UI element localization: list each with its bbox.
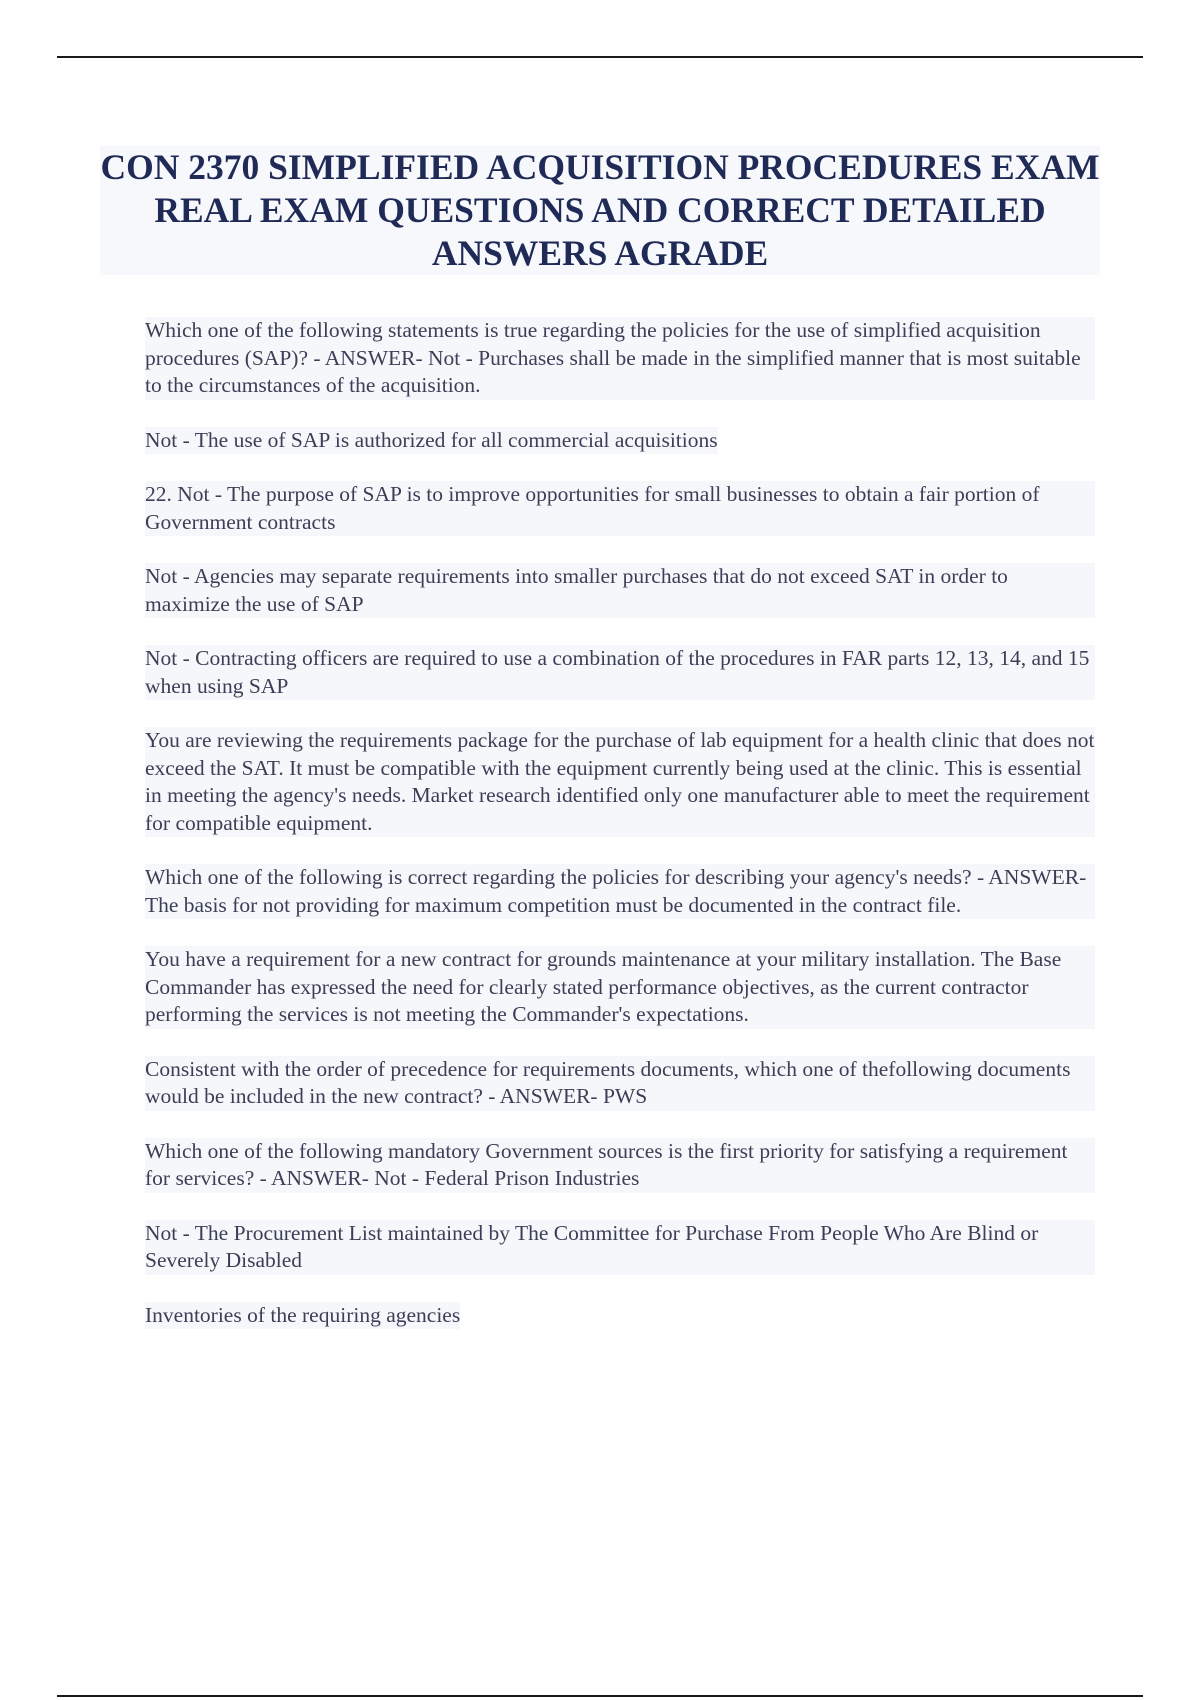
bottom-rule xyxy=(57,1695,1143,1697)
paragraph-5: Not - Contracting officers are required to use a combination of the procedures in FAR parts 12, 13, 14, and 15 when using SAP xyxy=(145,645,1095,700)
top-rule xyxy=(57,56,1143,58)
paragraph-7: Which one of the following is correct regarding the policies for describing your agency's needs? - ANSWER- The basis for not providing for maximum competition must be documented in the contract file. xyxy=(145,864,1095,919)
document-body xyxy=(145,317,1095,1356)
paragraph-1: Which one of the following statements is true regarding the policies for the use of simplified acquisition procedures (SAP)? - ANSWER- Not - Purchases shall be made in the simplified manner that is most suitable to the circumstances of the acquisition. xyxy=(145,317,1095,400)
paragraph-9: Consistent with the order of precedence for requirements documents, which one of thefollowing documents would be included in the new contract? - ANSWER- PWS xyxy=(145,1056,1095,1111)
paragraph-2: Not - The use of SAP is authorized for all commercial acquisitions xyxy=(145,427,718,455)
paragraph-4: Not - Agencies may separate requirements into smaller purchases that do not exceed SAT in order to maximize the use of SAP xyxy=(145,563,1095,618)
paragraph-6: You are reviewing the requirements package for the purchase of lab equipment for a health clinic that does not exceed the SAT. It must be compatible with the equipment currently being used at the clinic. This is essential in meeting the agency's needs. Market research identified only one manufacturer able to meet the requirement for compatible equipment. xyxy=(145,727,1095,837)
document-title: CON 2370 SIMPLIFIED ACQUISITION PROCEDURES EXAM REAL EXAM QUESTIONS AND CORRECT DETAILED ANSWERS AGRADE xyxy=(100,147,1100,273)
paragraph-3: 22. Not - The purpose of SAP is to improve opportunities for small businesses to obtain a fair portion of Government contracts xyxy=(145,481,1095,536)
paragraph-8: You have a requirement for a new contract for grounds maintenance at your military installation. The Base Commander has expressed the need for clearly stated performance objectives, as the current contractor performing the services is not meeting the Commander's expectations. xyxy=(145,946,1095,1029)
paragraph-11: Not - The Procurement List maintained by The Committee for Purchase From People Who Are Blind or Severely Disabled xyxy=(145,1220,1095,1275)
paragraph-10: Which one of the following mandatory Government sources is the first priority for satisfying a requirement for services? - ANSWER- Not - Federal Prison Industries xyxy=(145,1138,1095,1193)
paragraph-12: Inventories of the requiring agencies xyxy=(145,1302,460,1330)
